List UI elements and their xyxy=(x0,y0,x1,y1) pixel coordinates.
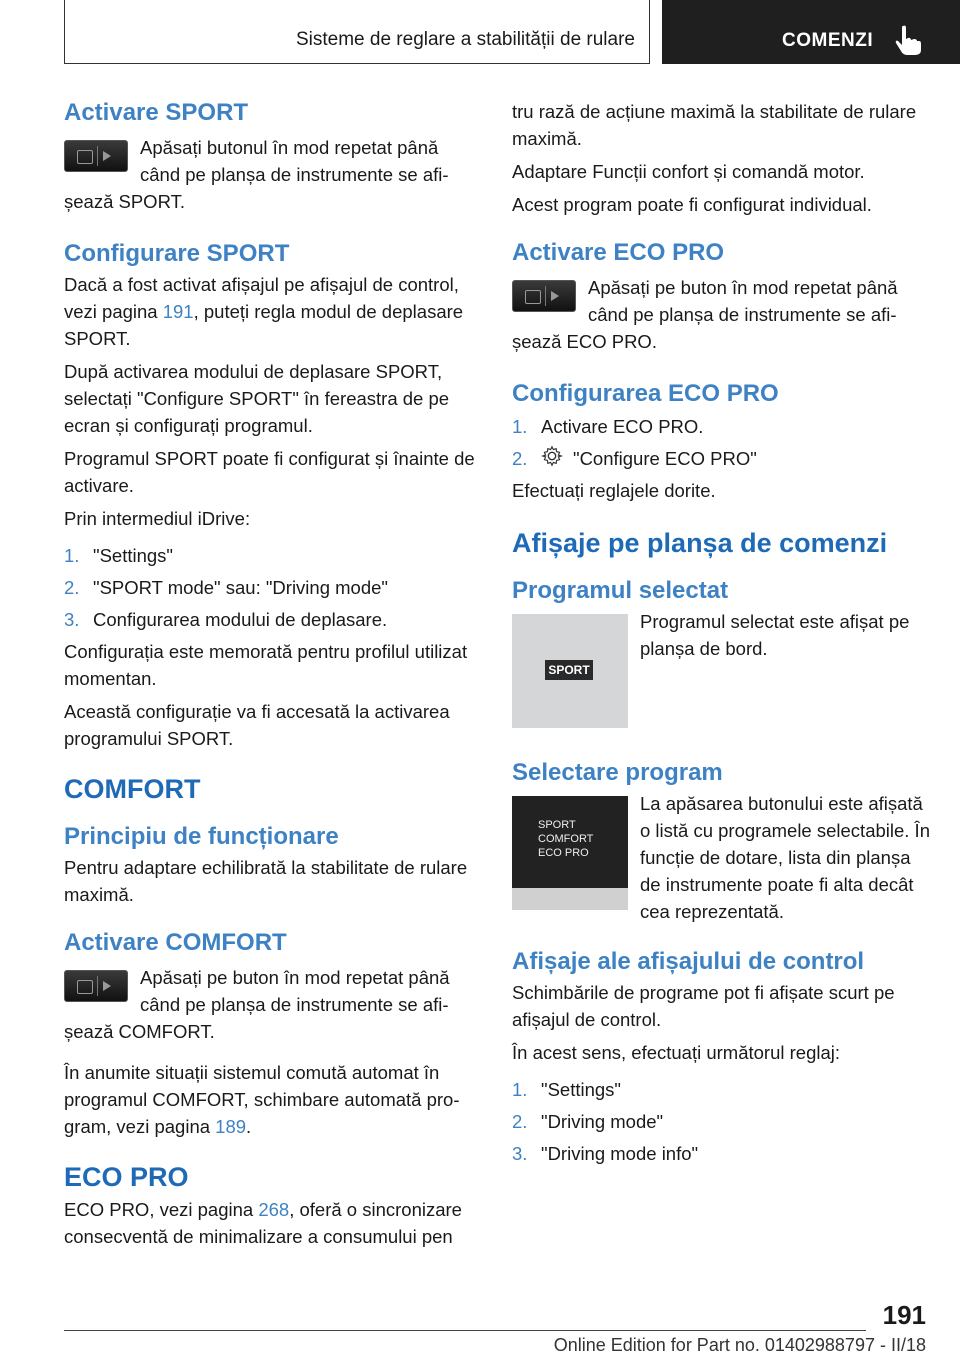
list-item: 3. "Driving mode info" xyxy=(512,1143,699,1164)
section-title: Sisteme de reglare a stabilității de rulare xyxy=(295,29,635,50)
mode-button-image xyxy=(64,970,128,1002)
program-list-image xyxy=(512,796,628,910)
heading-eco-pro: ECO PRO xyxy=(64,1162,189,1192)
mode-button-image xyxy=(512,280,576,312)
hand-pointer-icon xyxy=(894,24,922,56)
heading-selectare-program: Selectare program xyxy=(512,759,723,786)
continuation-text: tru rază de acțiune maximă la stabilitate de rulare maximă. xyxy=(512,101,917,149)
heading-activare-comfort: Activare COMFORT xyxy=(64,929,287,956)
mode-button-image xyxy=(64,140,128,172)
gear-icon xyxy=(541,445,563,467)
heading-program-selectat: Programul selectat xyxy=(512,577,729,604)
afisaje-control-steps xyxy=(512,1076,930,1167)
left-column xyxy=(64,98,482,1250)
configurare-sport-p6: Această configurație va fi accesată la activarea programului SPORT. xyxy=(64,701,450,749)
right-p2: Adaptare Funcții confort și comandă motor. xyxy=(512,161,865,182)
configurare-eco-steps xyxy=(512,413,930,472)
selectare-program-text: La apăsarea butonului este afișată o listă cu programele selectabile. În funcție de dotare, lista din planșa de instrumente poate fi alta decât cea reprezentată. xyxy=(640,793,930,922)
chapter-tab-label: COMENZI xyxy=(782,30,874,51)
page-link-268[interactable]: 268 xyxy=(258,1199,290,1220)
program-options: SPORT COMFORT ECO PRO xyxy=(538,819,594,859)
heading-activare-sport: Activare SPORT xyxy=(64,99,249,126)
heading-principiu: Principiu de funcționare xyxy=(64,823,339,850)
selectare-program-block xyxy=(512,790,930,925)
activare-comfort-text: Apăsați pe buton în mod repetat până când pe planșa de instrumente se afișează COMFORT. xyxy=(64,967,450,1042)
edition-footer: Online Edition for Part no. 01402988797 - II/18 xyxy=(553,1335,926,1355)
heading-afisaje-control: Afișaje ale afișajului de control xyxy=(512,948,865,975)
list-item: 1. Activare ECO PRO. xyxy=(512,416,704,437)
activare-eco-text: Apăsați pe buton în mod repetat până când pe planșa de instrumente se afișează ECO PRO. xyxy=(512,277,898,352)
activare-eco-block xyxy=(512,274,930,355)
activare-comfort-block xyxy=(64,964,482,1045)
section-title-box xyxy=(64,0,650,64)
page-header xyxy=(0,0,960,66)
heading-comfort: COMFORT xyxy=(64,774,201,804)
configurare-eco-p: Efectuați reglajele dorite. xyxy=(512,480,716,501)
configurare-sport-p5: Configurația este memorată pentru profilul utilizat momentan. xyxy=(64,641,468,689)
afisaje-control-p1: Schimbările de programe pot fi afișate scurt pe afișajul de control. xyxy=(512,982,895,1030)
page-link-189[interactable]: 189 xyxy=(215,1116,247,1137)
activare-sport-block xyxy=(64,134,482,215)
list-item: 1. "Settings" xyxy=(64,545,173,566)
right-column xyxy=(512,98,930,1172)
configurare-sport-p3: Programul SPORT poate fi configurat și înainte de activare. xyxy=(64,448,475,496)
list-item: 3. Configurarea modului de deplasare. xyxy=(64,609,388,630)
activare-sport-text: Apăsați butonul în mod repetat până când pe planșa de instrumente se afișează SPORT. xyxy=(64,137,449,212)
list-item: 2. "Configure ECO PRO" xyxy=(512,445,930,472)
program-selectat-block xyxy=(512,608,930,736)
list-item: 1. "Settings" xyxy=(512,1079,621,1100)
list-item: 2. "Driving mode" xyxy=(512,1111,664,1132)
configurare-sport-p2: După activarea modului de deplasare SPORT, selectați "Configure SPORT" în fereastra de pe ecran și configurați programul. xyxy=(64,361,450,436)
right-p3: Acest program poate fi configurat individual. xyxy=(512,194,872,215)
comfort-text: Pentru adaptare echilibrată la stabilitate de rulare maximă. xyxy=(64,857,468,905)
heading-activare-eco: Activare ECO PRO xyxy=(512,239,725,266)
program-selectat-text: Programul selectat este afișat pe planșa de bord. xyxy=(640,611,910,659)
eco-pro-text: ECO PRO, vezi pagina 268, oferă o sincronizare consecventă de minimalizare a consumului pen xyxy=(64,1199,462,1247)
list-item: 2. "SPORT mode" sau: "Driving mode" xyxy=(64,577,388,598)
page-number: 191 xyxy=(882,1300,926,1330)
instrument-cluster-image xyxy=(512,614,628,728)
sport-display-label: SPORT xyxy=(545,660,593,680)
configurare-sport-p1: Dacă a fost activat afișajul pe afișajul de control, vezi pagina 191, puteți regla modul de deplasare SPORT. xyxy=(64,274,464,349)
page-link-191[interactable]: 191 xyxy=(162,301,194,322)
configurare-sport-steps xyxy=(64,542,482,633)
heading-configurare-sport: Configurare SPORT xyxy=(64,240,290,267)
heading-configurare-eco: Configurarea ECO PRO xyxy=(512,380,779,407)
heading-afisaje: Afișaje pe planșa de comenzi xyxy=(512,528,888,558)
activare-comfort-p2: În anumite situații sistemul comută automat în programul COMFORT, schimbare automată program, vezi pagina 189. xyxy=(64,1062,460,1137)
afisaje-control-p2: În acest sens, efectuați următorul reglaj: xyxy=(512,1042,841,1063)
configurare-sport-p4: Prin intermediul iDrive: xyxy=(64,508,251,529)
footer-divider xyxy=(64,1330,866,1331)
